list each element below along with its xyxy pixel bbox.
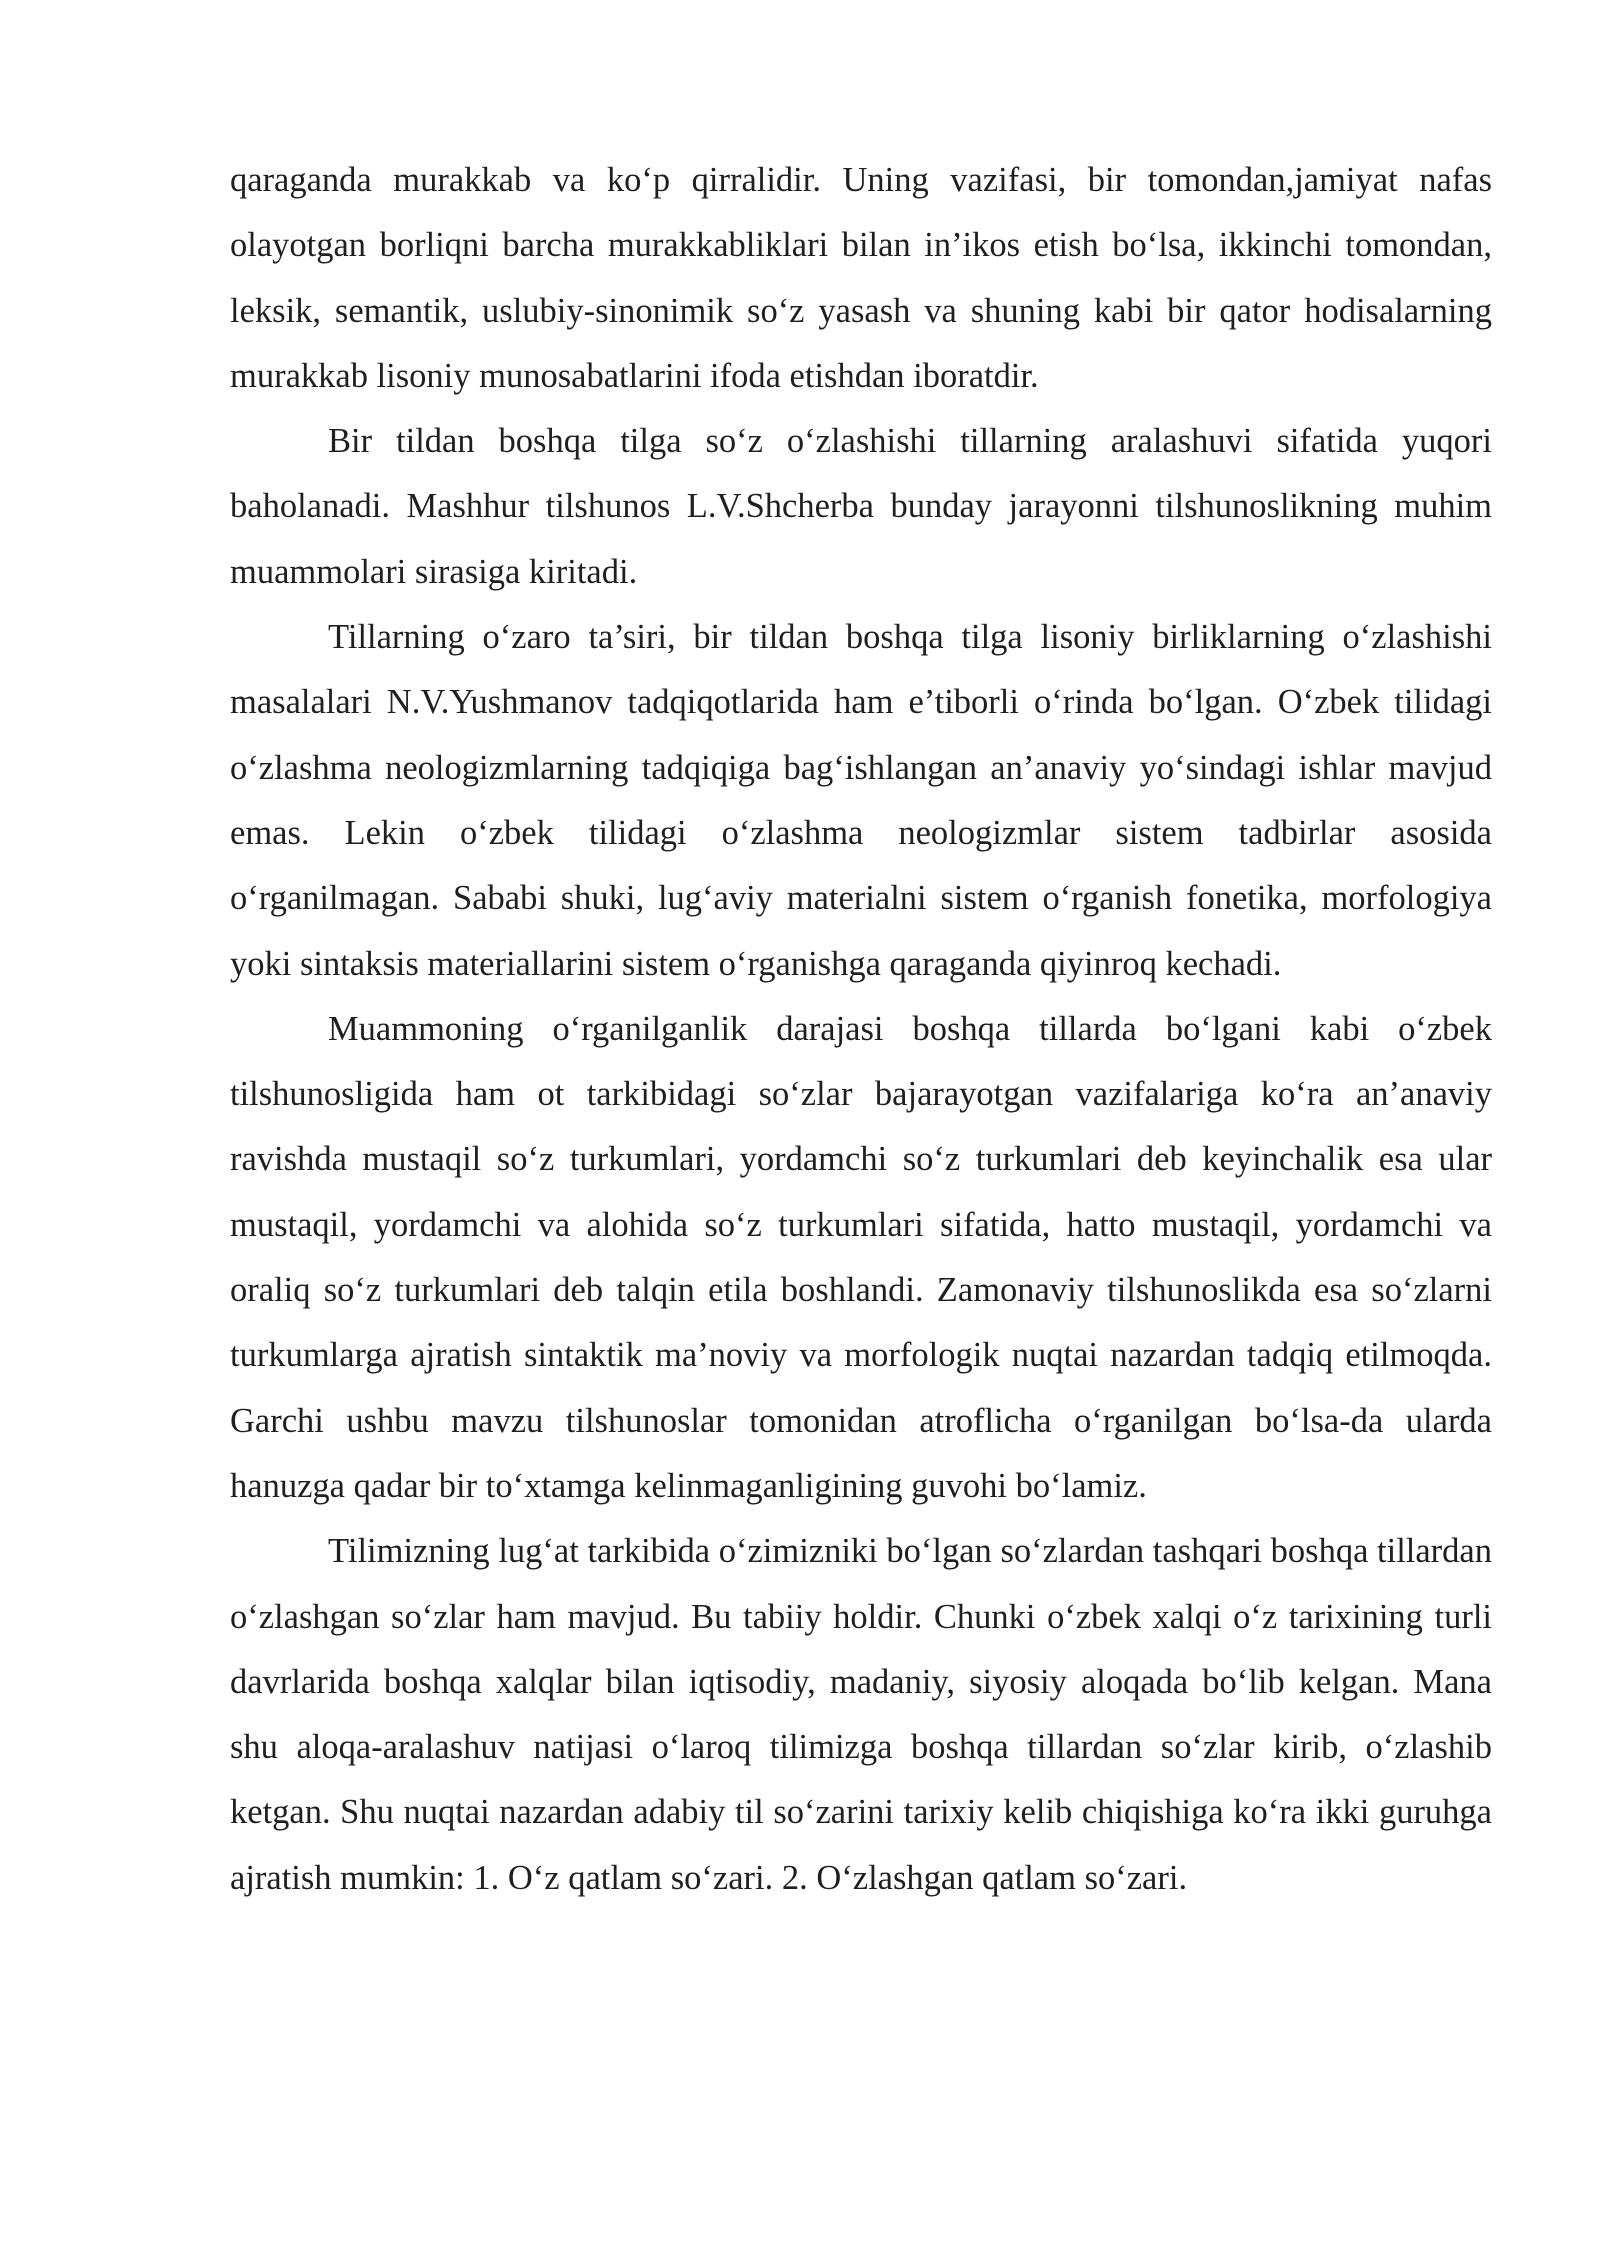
paragraph-2: Bir tildan boshqa tilga soʻz oʻzlashishi tillarning aralashuvi sifatida yuqori baholanadi. Mashhur tilshunos L.V.Shcherba bunday jarayonni tilshunoslikning muhim muammolari sirasiga kiritadi. [230, 422, 1492, 591]
paragraph-4: Muammoning oʻrganilganlik darajasi boshqa tillarda boʻlgani kabi oʻzbek tilshunosligida ham ot tarkibidagi soʻzlar bajarayotgan vazifalariga koʻra an’anaviy ravishda mustaqil soʻz turkumlari, yordamchi soʻz turkumlari deb keyinchalik esa ular mustaqil, yordamchi va alohida soʻz turkumlari sifatida, hatto mustaqil, yordamchi va oraliq soʻz turkumlari deb talqin etila boshlandi. Zamonaviy tilshunoslikda esa soʻzlarni turkumlarga ajratish sintaktik ma’noviy va morfologik nuqtai nazardan tadqiq etilmoqda. Garchi ushbu mavzu tilshunoslar tomonidan atroflicha oʻrganilgan boʻlsa-da ularda hanuzga qadar bir toʻxtamga kelinmaganligining guvohi boʻlamiz. [230, 1009, 1492, 1505]
paragraph-5: Tilimizning lugʻat tarkibida oʻzimizniki boʻlgan soʻzlardan tashqari boshqa tillardan oʻzlashgan soʻzlar ham mavjud. Bu tabiiy holdir. Chunki oʻzbek xalqi oʻz tarixining turli davrlarida boshqa xalqlar bilan iqtisodiy, madaniy, siyosiy aloqada boʻlib kelgan. Mana shu aloqa-aralashuv natijasi oʻlaroq tilimizga boshqa tillardan soʻzlar kirib, oʻzlashib ketgan. Shu nuqtai nazardan adabiy til soʻzarini tarixiy kelib chiqishiga koʻra ikki guruhga ajratish mumkin: 1. Oʻz qatlam soʻzari. 2. Oʻzlashgan qatlam soʻzari. [230, 1532, 1492, 1897]
paragraph-3: Tillarning oʻzaro ta’siri, bir tildan boshqa tilga lisoniy birliklarning oʻzlashishi masalalari N.V.Yushmanov tadqiqotlarida ham e’tiborli oʻrinda boʻlgan. Oʻzbek tilidagi oʻzlashma neologizmlarning tadqiqiga bagʻishlangan an’anaviy yoʻsindagi ishlar mavjud emas. Lekin oʻzbek tilidagi oʻzlashma neologizmlar sistem tadbirlar asosida oʻrganilmagan. Sababi shuki, lugʻaviy materialni sistem oʻrganish fonetika, morfologiya yoki sintaksis materiallarini sistem oʻrganishga qaraganda qiyinroq kechadi. [230, 618, 1492, 983]
document-page [230, 148, 1492, 1911]
paragraph-1: qaraganda murakkab va koʻp qirralidir. Uning vazifasi, bir tomondan,jamiyat nafas olayotgan borliqni barcha murakkabliklari bilan in’ikos etish boʻlsa, ikkinchi tomondan, leksik, semantik, uslubiy-sinonimik soʻz yasash va shuning kabi bir qator hodisalarning murakkab lisoniy munosabatlarini ifoda etishdan iboratdir. [230, 161, 1492, 395]
